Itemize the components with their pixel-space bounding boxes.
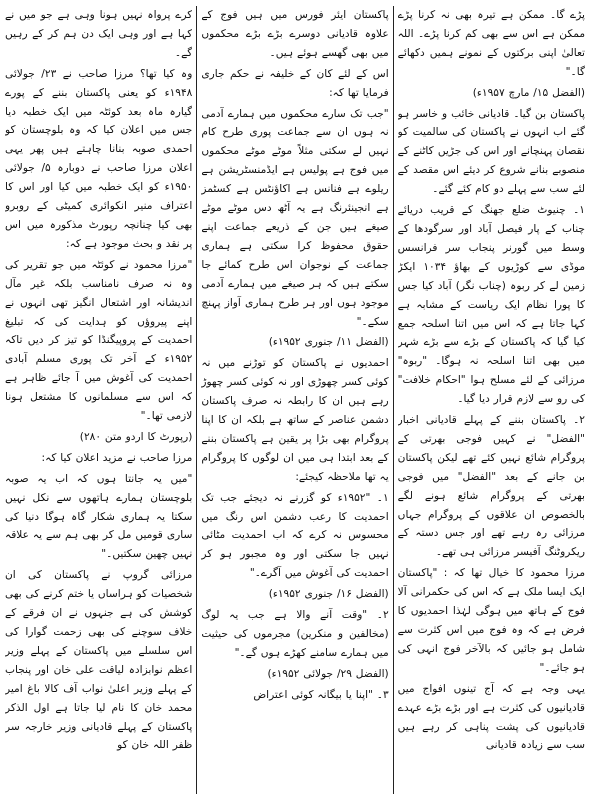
paragraph: ۲۔ پاکستان بننے کے پہلے قادیانی اخبار "الفضل" نے کہیں فوجی بھرتی کے پروگرام شائع نہیں کئے تھے لیکن پاکستان بن جانے کے بعد "الفضل" میں فوجی بھرتی کے پروگرام شائع ہونے لگے بالخصوص ان علاقوں کے پروگرام جہاں مرزائی رہ رہے تھے اور جس دستہ کے ریکروٹنگ آفیسر مرزائی ہی تھے۔ [397, 414, 585, 559]
paragraph: پاکستان ایئر فورس میں ہیں فوج کے علاوہ قادیانی دوسرے بڑے بڑے محکموں میں بھی گھسے ہوئے ہیں۔ [201, 9, 389, 59]
paragraph: احمدیوں نے پاکستان کو توڑنے میں نہ کوئی کسر چھوڑی اور نہ کوئی کسر چھوڑ رہے ہیں ان کا رابطہ نہ صرف پاکستان دشمن عناصر کے ساتھ ہے بلکہ ان کا اپنا پروگرام بھی بڑا پر یقین ہے پاکستان بننے کے بعد ابتدا ہی میں ان لوگوں کا پروگرام یہ تھا ملاحظہ کیجئے: [201, 357, 389, 483]
paragraph: کرے پرواہ نہیں ہونا وہی ہے جو میں نے کہا ہے اور وہی ایک دن ہم کر کے رہیں گے۔ [5, 9, 193, 59]
quote-paragraph: "مرزا محمود نے کوئٹہ میں جو تقریر کی وہ نہ صرف نامناسب بلکہ غیر مآل اندیشانہ اور اشتعال انگیز تھی انہوں نے اپنے پیروؤں کو ہدایت کی کہ تبلیغ احمدیت کے پروپیگنڈا کو تیز کر دیں تاکہ ۱۹۵۲ء کے آخر تک پوری مسلم آبادی احمدیت کی آغوش میں آ جائے ظاہر ہے کہ اس سے مسلمانوں کا مشتعل ہونا لازمی تھا۔" [5, 258, 193, 423]
quote-paragraph: "میں یہ جانتا ہوں کہ اب یہ صوبہ بلوچستان ہمارے ہاتھوں سے نکل نہیں سکتا یہ ہماری شکار گاہ ہوگا دنیا کی ساری قومیں مل کر بھی ہم سے یہ علاقہ نہیں چھین سکتیں۔" [5, 472, 193, 561]
paragraph: پاکستان بن گیا۔ قادیانی خائب و خاسر ہو گئے اب انہوں نے پاکستان کی سالمیت کو نقصان پہنچانے اور اس کی جڑیں کاٹنے کے منصوبے بنانے شروع کر دیئے اس مقصد کے لئے سب سے پہلے دو کام کئے گئے۔ [397, 107, 585, 196]
column-divider [393, 6, 394, 794]
quote-paragraph: مرزا محمود کا خیال تھا کہ : "پاکستان ایک ایسا ملک ہے کہ اس کی حکمرانی آلا فوج کے ہاتھ میں ہوگی لہٰذا احمدیوں کا فرض ہے کہ وہ فوج میں اس کثرت سے شامل ہو جائیں کہ بالآخر فوج انہی کی ہو جائے۔" [397, 567, 585, 674]
text-column-right [398, 6, 585, 794]
quote-paragraph: ۳۔ "اپنا یا بیگانہ کوئی اعتراض [253, 688, 389, 701]
paragraph: پڑے گا۔ ممکن ہے تیرہ بھی نہ کرنا پڑے ممکن ہے اس سے بھی کم کرنا پڑے۔ اللہ تعالیٰ اپنی برکتوں کے نمونے ہمیں دکھائے گا۔" [397, 9, 585, 78]
paragraph: ۱۔ چنیوٹ ضلع جھنگ کے قریب دریائے چناب کے پار فیصل آباد اور سرگودھا کے وسط میں گورنر پنجاب سر فرانسس موڈی سے کوڑیوں کے بھاؤ ۱۰۳۴ ایکڑ زمین لے کر ربوہ (چناب نگر) آباد کیا جس کا پورا نظام ایک ریاست کے مشابہ ہے کہا جاتا ہے کہ اس میں اتنا اسلحہ جمع کیا گیا کہ پاکستان کے بڑے سے بڑے شہر میں بھی اتنا اسلحہ نہ ہوگا۔ "ربوہ" مرزائی کے لئے مسلح ہوا "احکام خلافت" کی رو سے لازم قرار دیا گیا۔ [397, 204, 585, 406]
citation: (الفضل ۱۱/ جنوری ۱۹۵۲ء) [268, 336, 389, 349]
citation: (الفضل ۲۹/ جولائی ۱۹۵۲ء) [267, 667, 389, 680]
text-column-middle [201, 6, 388, 794]
citation: (الفضل ۱۶/ جنوری ۱۹۵۲ء) [268, 588, 389, 601]
paragraph: وہ کیا تھا؟ مرزا صاحب نے ۲۳/ جولائی ۱۹۴۸ء کو یعنی پاکستان بننے کے پورے گیارہ ماہ بعد کوئٹہ میں ایک خطبہ دیا جس میں اعلان کیا کہ وہ بلوچستان کو احمدی صوبہ بنانا چاہتے ہیں پھر یہی اعلان مرزا صاحب نے دوبارہ ۵/ جولائی ۱۹۵۰ء کو ایک خطبہ میں کیا اور اس کا اعتراف منیر انکوائری کمیٹی کے روبرو بھی کیا چنانچہ رپورٹ مذکورہ میں اس پر نقد و بحث موجود ہے کہ: [5, 67, 193, 250]
paragraph: مرزا صاحب نے مزید اعلان کیا کہ: [41, 451, 193, 464]
paragraph: یہی وجہ ہے کہ آج تینوں افواج میں قادیانیوں کی کثرت ہے اور بڑے بڑے عہدے قادیانیوں کی پشت پناہی کر رہے ہیں سب سے زیادہ قادیانی [397, 682, 585, 752]
quote-paragraph: "جب تک سارے محکموں میں ہمارے آدمی نہ ہوں ان سے جماعت پوری طرح کام نہیں لے سکتی مثلاً موٹے موٹے محکموں میں فوج ہے پولیس ہے ایڈمنسٹریشن ہے ریلوے ہے فنانس ہے اکاؤنٹس ہے کسٹمز ہے انجینئرنگ ہے یہ آٹھ دس موٹے موٹے صیغے ہیں جن کے ذریعے جماعت اپنے حقوق محفوظ کرا سکتی ہے ہماری جماعت کے نوجوان اس طرح کمائے جا سکتے ہیں کہ ہر صیغے میں ہمارے آدمی موجود ہوں اور ہر طرح ہماری آواز پہنچ سکے۔" [201, 107, 389, 328]
quote-paragraph: ۱۔ "۱۹۵۲ء کو گزرنے نہ دیجئے جب تک احمدیت کا رعب دشمن اس رنگ میں محسوس نہ کرے کہ اب احمدیت مٹائی نہیں جا سکتی اور وہ مجبور ہو کر احمدیت کی آغوش میں آگرے۔" [201, 491, 389, 580]
paragraph: مرزائی گروپ نے پاکستان کی ان شخصیات کو ہراساں یا ختم کرنے کی بھی کوشش کی ہے جنہوں نے ان فرقے کے خلاف سوچنے کی بھی زحمت گوارا کی اس سلسلے میں پاکستان کے پہلے وزیر اعظم نوابزادہ لیاقت علی خان اور پنجاب کے پہلے وزیر اعلیٰ نواب آف کالا باغ امیر محمد خان کا نام لیا جاتا ہے اول الذکر پاکستان کے پہلے قادیانی وزیر خارجہ سر ظفر اللہ خان کو [5, 569, 193, 752]
citation: (رپورٹ کا اردو متن ۲۸۰) [79, 430, 193, 443]
column-divider [196, 6, 197, 794]
quote-paragraph: ۲۔ "وقت آنے والا ہے جب یہ لوگ (مخالفین و منکرین) مجرموں کی حیثیت میں ہمارے سامنے کھڑے ہوں گے۔" [201, 609, 389, 659]
paragraph: اس کے لئے کان کے خلیفہ نے حکم جاری فرمایا تھا کہ: [201, 67, 389, 99]
citation: (الفضل ۱۵/ مارچ ۱۹۵۷ء) [472, 86, 585, 99]
text-column-left [5, 6, 192, 794]
